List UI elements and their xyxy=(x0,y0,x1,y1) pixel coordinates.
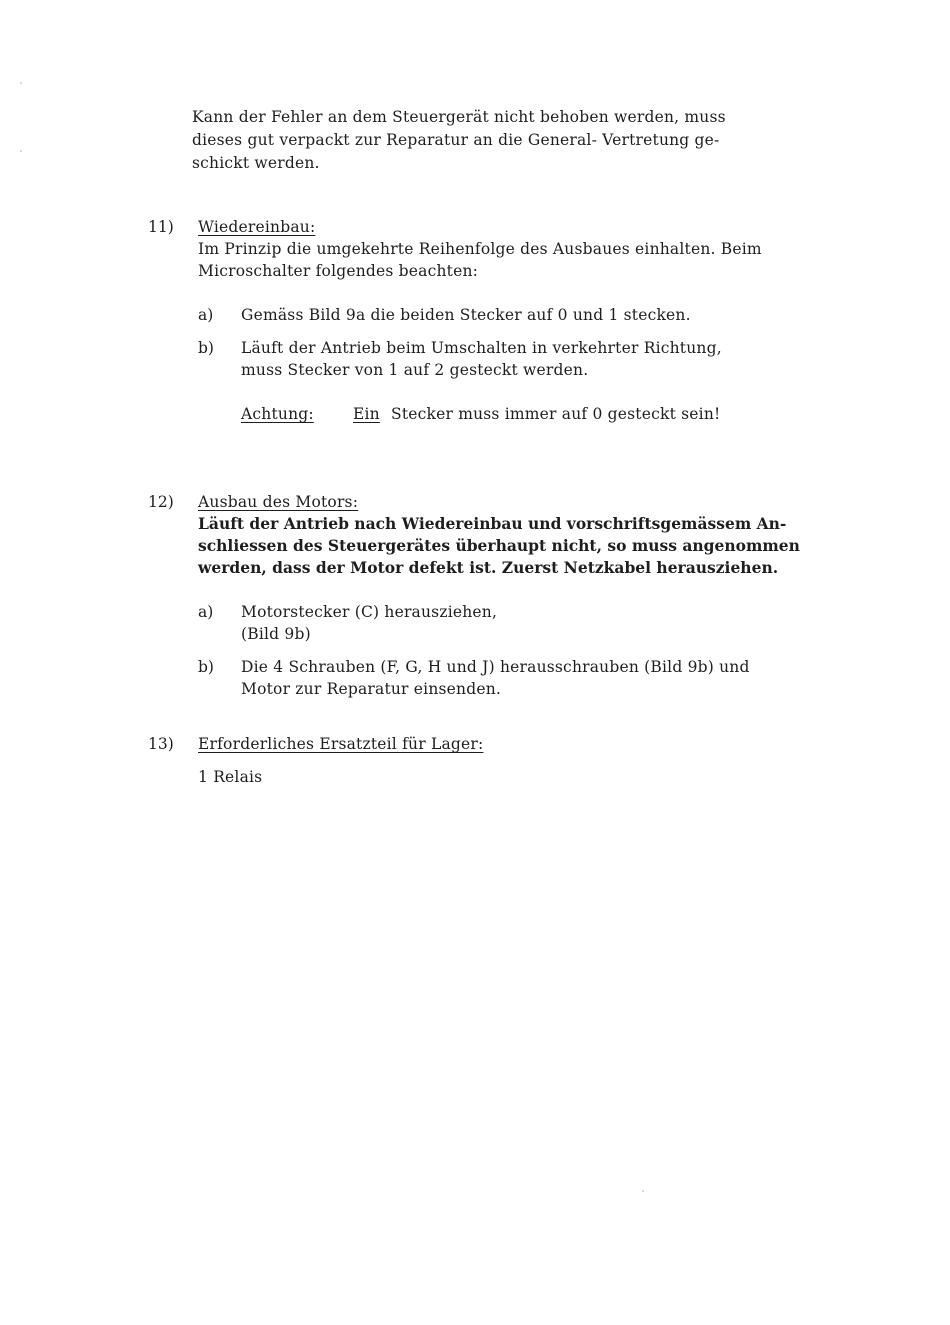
note-label: Achtung: xyxy=(241,405,314,423)
intro-line: schickt werden. xyxy=(192,154,320,172)
section-body-line: Läuft der Antrieb nach Wiedereinbau und vorschriftsgemässem An- xyxy=(198,514,787,533)
item-text: (Bild 9b) xyxy=(241,625,311,643)
section-number: 13) xyxy=(148,735,174,753)
section-heading: Wiedereinbau: xyxy=(198,218,316,236)
scan-speck xyxy=(642,1190,644,1192)
section-number: 11) xyxy=(148,218,174,236)
item-text: Motorstecker (C) herausziehen, xyxy=(241,603,498,621)
note-text: Stecker muss immer auf 0 gesteckt sein! xyxy=(391,405,721,423)
section-number: 12) xyxy=(148,493,174,511)
section-heading: Erforderliches Ersatzteil für Lager: xyxy=(198,735,484,753)
item-text: Läuft der Antrieb beim Umschalten in verkehrter Richtung, xyxy=(241,339,722,357)
scan-speck xyxy=(20,150,22,152)
intro-line: Kann der Fehler an dem Steuergerät nicht behoben werden, muss xyxy=(192,108,726,126)
item-text: Gemäss Bild 9a die beiden Stecker auf 0 und 1 stecken. xyxy=(241,306,691,324)
item-label: b) xyxy=(198,339,214,357)
intro-line: dieses gut verpackt zur Reparatur an die General- Vertretung ge- xyxy=(192,131,720,149)
section-body-line: Im Prinzip die umgekehrte Reihenfolge des Ausbaues einhalten. Beim xyxy=(198,240,762,258)
item-label: a) xyxy=(198,306,214,324)
section-body-line: werden, dass der Motor defekt ist. Zuerst Netzkabel herausziehen. xyxy=(198,558,779,577)
section-heading: Ausbau des Motors: xyxy=(198,493,359,511)
section-body-line: 1 Relais xyxy=(198,768,263,786)
item-text: muss Stecker von 1 auf 2 gesteckt werden. xyxy=(241,361,589,379)
note-emphasis: Ein xyxy=(353,405,380,423)
section-body-line: Microschalter folgendes beachten: xyxy=(198,262,479,280)
item-label: a) xyxy=(198,603,214,621)
item-text: Die 4 Schrauben (F, G, H und J) herausschrauben (Bild 9b) und xyxy=(241,658,750,676)
item-label: b) xyxy=(198,658,214,676)
section-body-line: schliessen des Steuergerätes überhaupt nicht, so muss angenommen xyxy=(198,536,800,555)
item-text: Motor zur Reparatur einsenden. xyxy=(241,680,502,698)
scan-speck xyxy=(20,82,22,84)
